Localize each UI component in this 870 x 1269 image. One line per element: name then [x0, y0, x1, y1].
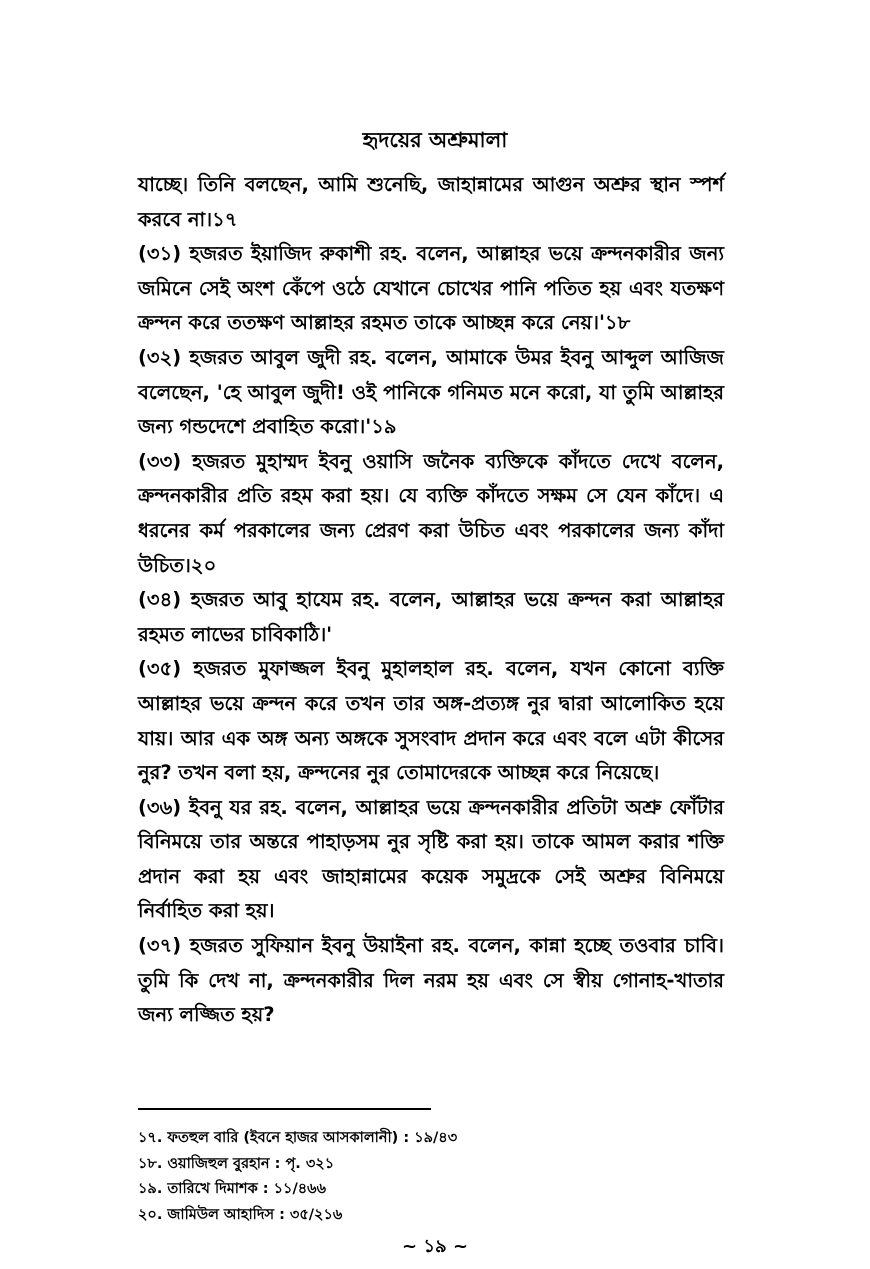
- footnote-18: ১৮. ওয়াজিহুল বুরহান : পৃ. ৩২১: [138, 1155, 335, 1172]
- paragraph-37: (৩৭) হজরত সুফিয়ান ইবনু উয়াইনা রহ. বলেন, কান্না হচ্ছে তওবার চাবি। তুমি কি দেখ না, ক্রন্দনকারীর দিল নরম হয় এবং সে স্বীয় গোনাহ-খাতার জন্য লজ্জিত হয়?: [138, 934, 724, 1027]
- page-number: ~ ১৯ ~: [401, 1236, 469, 1257]
- paragraph-36: (৩৬) ইবনু যর রহ. বলেন, আল্লাহর ভয়ে ক্রন্দনকারীর প্রতিটা অশ্রু ফোঁটার বিনিময়ে তার অন্তরে পাহাড়সম নুর সৃষ্টি করা হয়। তাকে আমল করার শক্তি প্রদান করা হয় এবং জাহান্নামের কয়েক সমুদ্রকে সেই অশ্রুর বিনিময়ে নির্বাহিত করা হয়।: [138, 795, 724, 923]
- body-text: [138, 168, 724, 1033]
- footnote-17: ১৭. ফতহুল বারি (ইবনে হাজর আসকালানী) : ১৯/৪৩: [138, 1130, 458, 1146]
- paragraph-34: (৩৪) হজরত আবু হাযেম রহ. বলেন, আল্লাহর ভয়ে ক্রন্দন করা আল্লাহর রহমত লাভের চাবিকাঠি।': [138, 588, 724, 646]
- paragraph-33: (৩৩) হজরত মুহাম্মদ ইবনু ওয়াসি জনৈক ব্যক্তিকে কাঁদতে দেখে বলেন, ক্রন্দনকারীর প্রতি রহম করা হয়। যে ব্যক্তি কাঁদতে সক্ষম সে যেন কাঁদে। এ ধরনের কর্ম পরকালের জন্য প্রেরণ করা উচিত এবং পরকালের জন্য কাঁদা উচিত।২০: [138, 449, 724, 577]
- footnote-19: ১৯. তারিখে দিমাশক : ১১/৪৬৬: [138, 1181, 326, 1197]
- paragraph-31: (৩১) হজরত ইয়াজিদ রুকাশী রহ. বলেন, আল্লাহর ভয়ে ক্রন্দনকারীর জন্য জমিনে সেই অংশ কেঁপে ওঠে যেখানে চোখের পানি পতিত হয় এবং যতক্ষণ ক্রন্দন করে ততক্ষণ আল্লাহর রহমত তাকে আচ্ছন্ন করে নেয়।'১৮: [138, 242, 724, 335]
- footnotes: [138, 1126, 724, 1228]
- footnote-divider: [138, 1108, 431, 1110]
- page-header: হৃদয়ের অশ্রুমালা: [362, 128, 508, 152]
- paragraph-32: (৩২) হজরত আবুল জুদী রহ. বলেন, আমাকে উমর ইবনু আব্দুল আজিজ বলেছেন, 'হে আবুল জুদী! ওই পানিকে গনিমত মনে করো, যা তুমি আল্লাহর জন্য গন্ডদেশে প্রবাহিত করো।'১৯: [138, 345, 724, 439]
- footnote-20: ২০. জামিউল আহাদিস : ৩৫/২১৬: [138, 1206, 343, 1223]
- paragraph-35: (৩৫) হজরত মুফাজ্জল ইবনু মুহালহাল রহ. বলেন, যখন কোনো ব্যক্তি আল্লাহর ভয়ে ক্রন্দন করে তখন তার অঙ্গ-প্রত্যঙ্গ নুর দ্বারা আলোকিত হয়ে যায়। আর এক অঙ্গ অন্য অঙ্গকে সুসংবাদ প্রদান করে এবং বলে এটা কীসের নুর? তখন বলা হয়, ক্রন্দনের নুর তোমাদেরকে আচ্ছন্ন করে নিয়েছে।: [138, 657, 724, 785]
- paragraph-continuation: যাচ্ছে। তিনি বলছেন, আমি শুনেছি, জাহান্নামের আগুন অশ্রুর স্থান স্পর্শ করবে না।১৭: [138, 173, 724, 231]
